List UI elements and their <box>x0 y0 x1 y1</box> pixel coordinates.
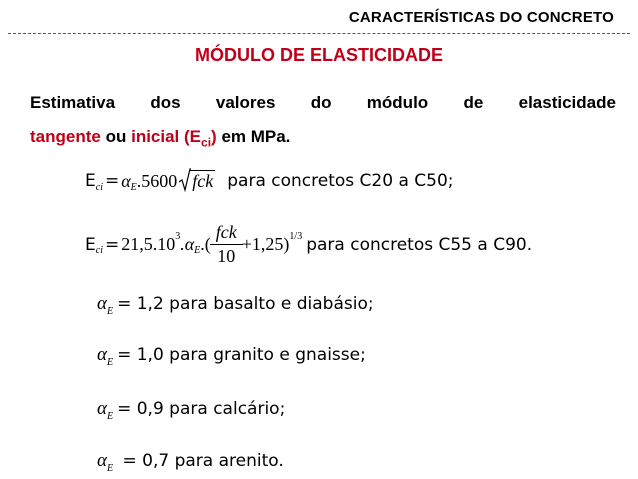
fraction-numerator: fck <box>215 222 237 242</box>
formula2-alpha-sub: E <box>194 245 201 256</box>
formula2-fraction <box>213 222 240 267</box>
term-initial: inicial $(E_{ci})$ <box>131 127 217 150</box>
formula1-lhs-sub: ci <box>95 181 103 193</box>
alpha-subscript: E <box>106 357 114 368</box>
intro-word: do <box>310 93 332 112</box>
formula1-lhs: E <box>85 171 96 191</box>
formula-c55-c90 <box>85 222 532 267</box>
alpha-text: = 1,0 para granito e gnaisse; <box>117 345 366 365</box>
formula2-base: 21,5.10 <box>121 234 176 254</box>
radical-sign-icon <box>179 168 191 192</box>
formula-c20-c50 <box>85 170 454 192</box>
formula2-eq: = <box>104 234 120 255</box>
formula1-eq: = <box>104 171 120 191</box>
intro-word: dos <box>150 93 181 112</box>
formula2-exp: 1/3 <box>289 231 303 242</box>
alpha-symbol: α <box>97 398 107 419</box>
intro-word: Estimativa <box>30 93 116 112</box>
alpha-text: = 0,7 para arenito. <box>117 451 284 471</box>
alpha-symbol: α <box>97 344 107 365</box>
intro-line-2 <box>30 120 616 159</box>
intro-word: módulo <box>366 93 429 112</box>
formula2-lhs-sub: ci <box>95 245 103 256</box>
intro-word: elasticidade <box>518 93 616 112</box>
intro-line-1 <box>30 86 616 120</box>
alpha-calcario <box>97 398 285 420</box>
intro-connector: ou <box>105 127 127 146</box>
sqrt-symbol <box>179 170 215 192</box>
section-title: MÓDULO DE ELASTICIDADE <box>194 45 443 65</box>
formula2-alpha: .α <box>180 234 195 254</box>
formula1-coef: .5600 <box>136 170 178 191</box>
intro-word: de <box>463 93 484 112</box>
term-tangent: tangente <box>30 127 101 146</box>
alpha-symbol: α <box>97 450 107 471</box>
alpha-symbol: α <box>97 293 107 314</box>
formula2-base-exp: 3 <box>175 231 181 242</box>
formula2-open: .( <box>200 234 211 254</box>
formula1-radicand: fck <box>192 171 214 191</box>
fraction-denominator: 10 <box>210 244 243 267</box>
formula1-alpha: α <box>121 170 131 191</box>
header-divider <box>8 33 630 34</box>
alpha-subscript: E <box>106 411 114 422</box>
alpha-arenito <box>97 450 284 472</box>
term-initial-subscript: ci <box>201 135 212 150</box>
formula2-plus: +1,25) <box>241 234 290 254</box>
alpha-subscript: E <box>106 463 114 474</box>
intro-tail: em MPa. <box>221 127 291 146</box>
alpha-text: = 1,2 para basalto e diabásio; <box>117 294 374 314</box>
formula1-condition: para concretos C20 a C50; <box>227 171 454 191</box>
intro-word: valores <box>215 93 276 112</box>
alpha-subscript: E <box>106 306 114 317</box>
alpha-basalto <box>97 293 374 315</box>
alpha-granito <box>97 344 366 366</box>
intro-paragraph <box>30 86 616 159</box>
formula2-lhs: E <box>85 234 96 255</box>
formula2-condition: para concretos C55 a C90. <box>306 234 533 255</box>
formula1-alpha-sub: E <box>130 181 137 193</box>
header-title: CARACTERÍSTICAS DO CONCRETO <box>348 9 614 26</box>
alpha-text: = 0,9 para calcário; <box>117 399 286 419</box>
